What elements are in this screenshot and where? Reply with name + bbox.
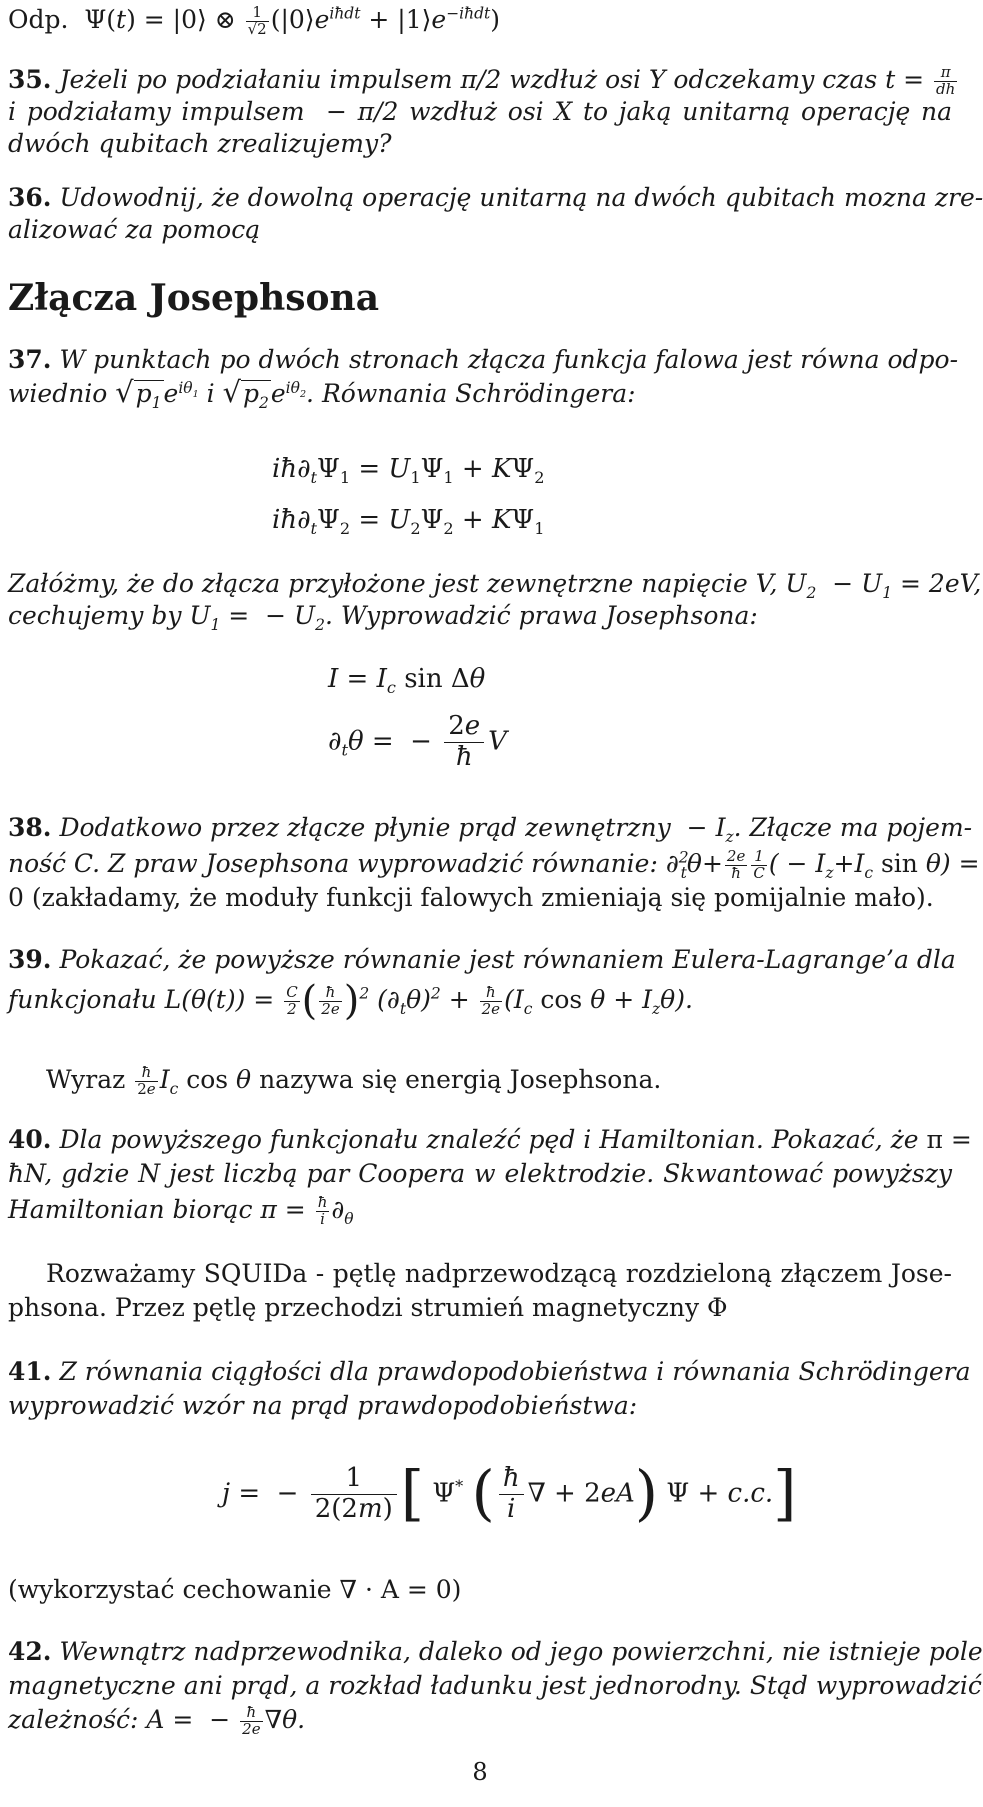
problem-35-line3: dwóch qubitach zrealizujemy?: [8, 129, 392, 158]
problem-40-line1: 40. Dla powyższego funkcjonału znaleźć pęd i Hamiltonian. Pokazać, że π =: [8, 1125, 972, 1154]
schrodinger-eq-1: $iħ\partial_t\Psi_1 = U_1\Psi_1 + K\Psi_2$: [272, 454, 545, 488]
problem-35-line2: i podziałamy impulsem − π/2 wzdłuż osi X to jaką unitarną operację na: [8, 97, 952, 126]
problem-41-note: (wykorzystać cechowanie ∇ · A = 0): [8, 1575, 462, 1604]
problem-37-number: 37.: [8, 345, 52, 374]
problem-39-line3: Wyraz $\frac{ħ}{2e}$ $I_c$ cos θ nazywa się energią Josephsona.: [46, 1063, 662, 1098]
section-heading: Złącza Josephsona: [8, 277, 380, 319]
problem-41-line1: 41. Z równania ciągłości dla prawdopodobieństwa i równania Schrödingera: [8, 1357, 971, 1386]
current-equation: j = − $\frac{1}{2(2m)}$ [ Ψ* ( $\frac{ħ}{i}$ ∇ + 2eA) Ψ + c.c.]: [222, 1458, 797, 1529]
problem-40-number: 40.: [8, 1125, 52, 1154]
problem-36-line1: 36. Udowodnij, że dowolną operację unitarną na dwóch qubitach mozna zre-: [8, 183, 983, 212]
problem-36-line2: alizować za pomocą: [8, 215, 261, 244]
problem-41-number: 41.: [8, 1357, 52, 1386]
answer-formula: Ψ(t) = |0⟩ ⊗ $\frac{1}{√2}$ ($|0⟩e^{iħdt}$ + $|1⟩e^{-iħdt}$): [76, 3, 501, 38]
squid-line1: Rozważamy SQUIDa - pętlę nadprzewodzącą rozdzieloną złączem Jose-: [46, 1259, 952, 1288]
problem-42-number: 42.: [8, 1637, 52, 1666]
squid-line2: phsona. Przez pętlę przechodzi strumień magnetyczny Φ: [8, 1293, 728, 1322]
problem-42-line3: zależność: A = − $\frac{ħ}{2e}$ ∇θ.: [8, 1703, 306, 1738]
problem-40-line2: ħN, gdzie N jest liczbą par Coopera w elektrodzie. Skwantować powyższy: [8, 1159, 952, 1188]
page-number: 8: [472, 1758, 488, 1786]
problem-38-line1: 38. Dodatkowo przez złącze płynie prąd zewnętrzny − $I_z$. Złącze ma pojem-: [8, 813, 973, 846]
problem-37-line1: 37. W punktach po dwóch stronach złącza funkcja falowa jest równa odpo-: [8, 345, 959, 374]
problem-39-line1: 39. Pokazać, że powyższe równanie jest równaniem Eulera-Lagrange’a dla: [8, 945, 956, 974]
problem-40-line3: Hamiltonian biorąc π = $\frac{ħ}{i}$ $\partial_\theta$: [8, 1193, 354, 1228]
answer-prefix: Odp.: [8, 5, 69, 34]
problem-37-text2: cechujemy by $U_1$ = − $U_2$. Wyprowadzić prawa Josephsona:: [8, 601, 758, 634]
problem-41-line2: wyprowadzić wzór na prąd prawdopodobieństwa:: [8, 1391, 638, 1420]
problem-35-line1: [8, 63, 956, 98]
problem-35-time-fraction: $\frac{\pi}{dh}$: [936, 63, 956, 98]
problem-42-line1: 42. Wewnątrz nadprzewodnika, daleko od jego powierzchni, nie istnieje pole: [8, 1637, 983, 1666]
problem-36-number: 36.: [8, 183, 52, 212]
problem-42-line2: magnetyczne ani prąd, a rozkład ładunku jest jednorodny. Stąd wyprowadzić: [8, 1671, 982, 1700]
answer-line: [8, 4, 952, 38]
problem-39-number: 39.: [8, 945, 52, 974]
problem-39-line2: funkcjonału L(θ(t)) = $\frac{C}{2}$ ( $\frac{ħ}{2e}$ )$^2$ $(\partial_t\theta)^2$ + $\frac{ħ}{2e}$ ($I_c$ $\cos \theta + I_z\theta$).: [8, 978, 693, 1024]
problem-37-text1: Załóżmy, że do złącza przyłożone jest zewnętrzne napięcie V, $U_2 - U_1 = 2eV$,: [8, 569, 982, 602]
problem-38-line3: 0 (zakładamy, że moduły funkcji falowych zmieniają się pomijalnie mało).: [8, 883, 934, 912]
josephson-eq-2: $\partial_t\theta$ = − $\frac{2e}{ħ}$ V: [328, 711, 507, 772]
problem-35-text1: Jeżeli po podziałaniu impulsem π/2 wzdłuż osi Y odczekamy czas t =: [59, 65, 933, 94]
problem-38-line2: ność C. Z praw Josephsona wyprowadzić równanie: ∂$^2_t$θ+ $\frac{2e}{ħ}$ $\frac{1}{C}$ ( − $I_z+I_c$ sin θ) =: [8, 847, 980, 882]
problem-37-line2: wiednio $√p_1e^{i\theta_1}$ i $√p_2e^{i\theta_2}$. Równania Schrödingera:: [8, 375, 636, 412]
problem-38-number: 38.: [8, 813, 52, 842]
problem-35-number: 35.: [8, 65, 52, 94]
josephson-eq-1: $I = I_c$ sin Δθ: [328, 664, 486, 698]
schrodinger-eq-2: $iħ\partial_t\Psi_2 = U_2\Psi_2 + K\Psi_1$: [272, 505, 545, 539]
